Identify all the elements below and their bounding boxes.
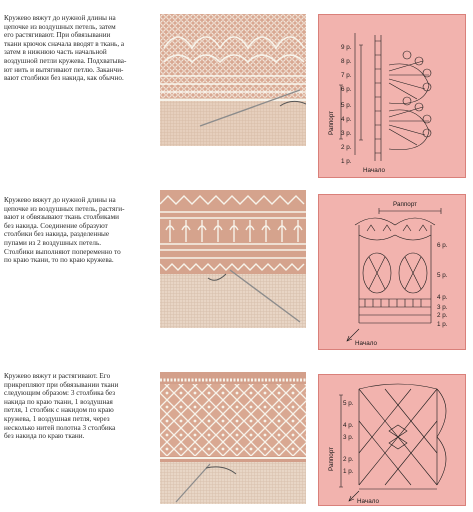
row-label-3-2: 3 р. [343, 434, 354, 441]
crochet-diagram-3 [318, 374, 466, 506]
repeat-label-3: Раппорт [328, 446, 335, 471]
repeat-label-1: Раппорт [328, 110, 335, 135]
row-label-1-5: 4 р. [341, 116, 352, 123]
start-label-3: Начало [357, 498, 379, 505]
row-label-2-1: 5 р. [437, 272, 448, 279]
row-label-3-0: 5 р. [343, 400, 354, 407]
crochet-diagram-1 [318, 14, 466, 178]
lace-photo-2 [160, 190, 306, 328]
crochet-diagram-2 [318, 194, 466, 350]
row-label-1-6: 3 р. [341, 130, 352, 137]
lace-photo-1 [160, 14, 306, 146]
row-label-1-0: 9 р. [341, 44, 352, 51]
row-label-1-7: 2 р. [341, 144, 352, 151]
caption-2: Кружево вяжут до нужной длины на цепочке из воздушных петель, растяги- вают и обвязывают ткань столбиками без накида. Соединение образуют столбики без накида, разделенные пупами из 2 воздушных петель. Столбики выполняют попеременно то по краю ткани, то по краю кружева. [4, 196, 125, 265]
row-label-2-4: 2 р. [437, 312, 448, 319]
row-label-3-4: 1 р. [343, 468, 354, 475]
row-label-1-4: 5 р. [341, 102, 352, 109]
start-label-1: Начало [363, 167, 385, 174]
row-label-1-2: 7 р. [341, 72, 352, 79]
row-label-3-3: 2 р. [343, 456, 354, 463]
row-label-1-8: 1 р. [341, 158, 352, 165]
start-label-2: Начало [355, 340, 377, 347]
row-label-3-1: 4 р. [343, 422, 354, 429]
row-label-2-0: 6 р. [437, 242, 448, 249]
row-label-2-5: 1 р. [437, 321, 448, 328]
repeat-label-2: Раппорт [393, 201, 418, 208]
caption-1: Кружево вяжут до нужной длины на цепочке из воздушных петель, затем его растягивают. При обвязывании ткани крючок сначала вводят в ткань, а затем в нижнюю часть начальной воздушной петли кружева. Подхватыва- ют нить и вытягивают петлю. Заканчи- вают столбики без накида, как обычно. [4, 14, 127, 83]
lace-photo-3 [160, 372, 306, 504]
row-label-1-3: 6 р. [341, 86, 352, 93]
row-label-2-2: 4 р. [437, 294, 448, 301]
row-label-2-3: 3 р. [437, 304, 448, 311]
row-label-1-1: 8 р. [341, 58, 352, 65]
caption-3: Кружево вяжут и растягивают. Его прикрепляют при обвязывании ткани следующим образом: 3 столбика без накида по краю ткани, 1 воздушная петля, 1 столбик с накидом по краю кружева, 1 воздушная петля, через несколько нитей полотна 3 столбика без накида по краю ткани. [4, 372, 119, 441]
